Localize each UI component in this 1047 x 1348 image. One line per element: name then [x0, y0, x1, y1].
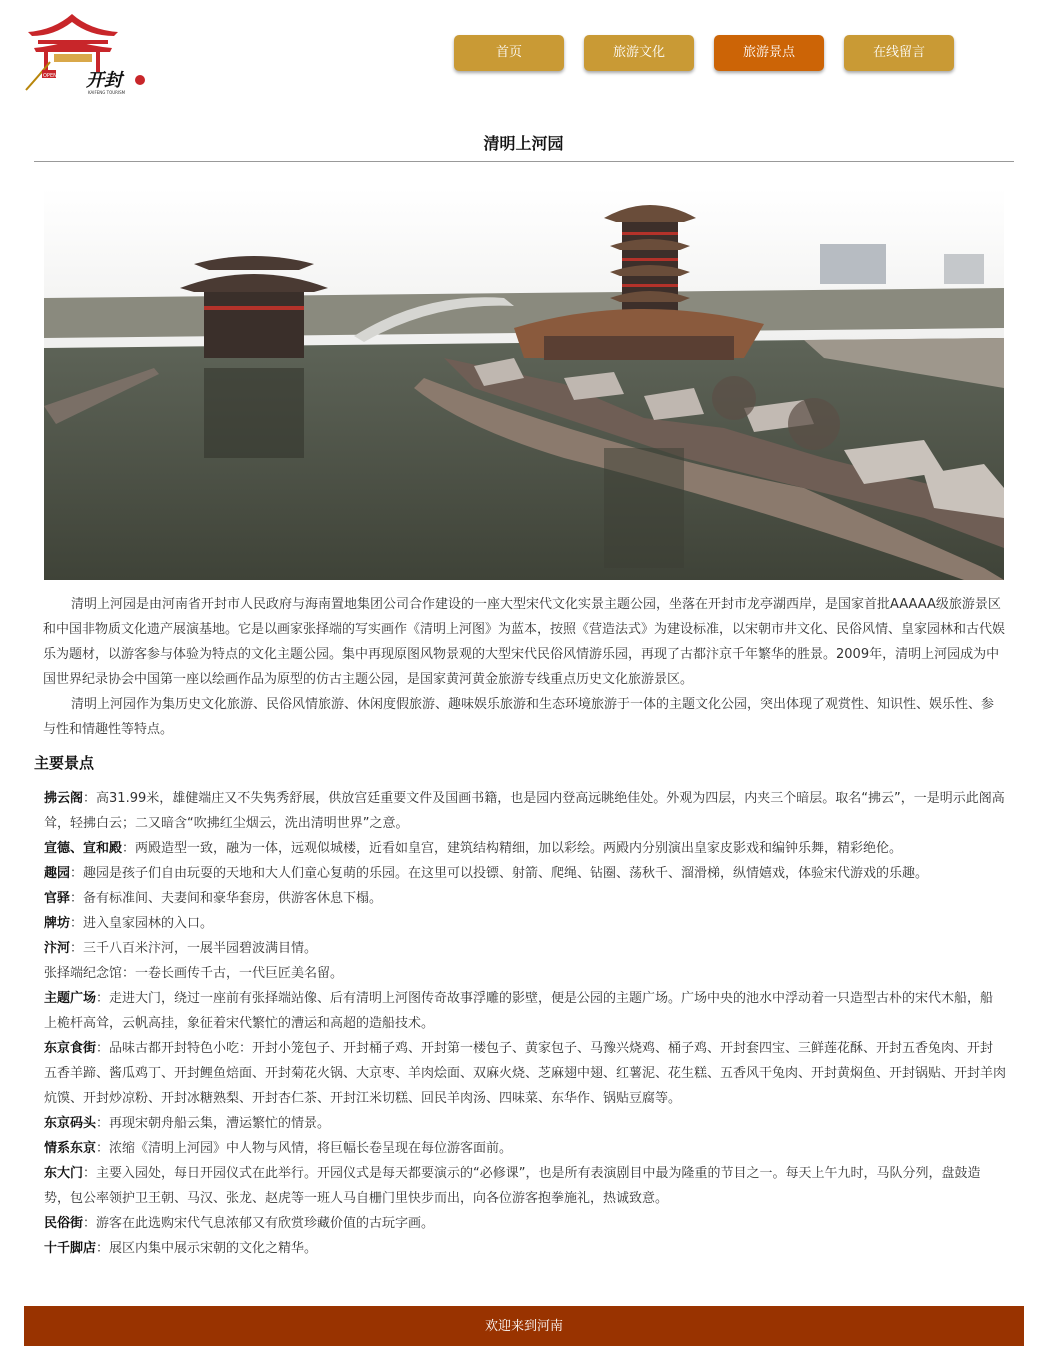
spot-item — [44, 936, 1006, 961]
spot-name: 官驿 — [44, 891, 71, 906]
pagoda-logo-icon — [24, 10, 149, 96]
site-footer: 欢迎来到河南 — [24, 1306, 1024, 1346]
page-title: 清明上河园 — [483, 134, 564, 153]
spot-sep: ： — [96, 1041, 110, 1056]
spot-item — [44, 1211, 1006, 1236]
logo-subtitle: KAIFENG TOURISM — [88, 90, 126, 95]
spot-sep: ： — [83, 1166, 97, 1181]
spot-sep: ： — [96, 991, 110, 1006]
spot-name: 拂云阁 — [44, 791, 84, 806]
intro-paragraph-2: 清明上河园作为集历史文化旅游、民俗风情旅游、休闲度假旅游、趣味娱乐旅游和生态环境旅游于一体的主题文化公园，突出体现了观赏性、知识性、娱乐性、参与性和情趣性等特点。 — [43, 697, 995, 737]
site-logo[interactable] — [24, 10, 149, 96]
spot-sep: ： — [96, 1241, 110, 1256]
nav-travel-culture[interactable]: 旅游文化 — [584, 35, 694, 71]
nav-scenic-spots[interactable]: 旅游景点 — [714, 35, 824, 71]
spot-desc: 主要入园处，每日开园仪式在此举行。开园仪式是每天都要演示的“必修课”，也是所有表演剧目中最为隆重的节目之一。每天上午九时，马队分列，盘鼓造势，包公率领护卫王朝、马汉、张龙、赵虎等一班人马自栅门里快步而出，向各位游客抱拳施礼，热诚致意。 — [44, 1166, 981, 1206]
spot-desc: 浓缩《清明上河园》中人物与风情，将巨幅长卷呈现在每位游客面前。 — [109, 1141, 513, 1156]
spot-sep: ： — [122, 841, 136, 856]
spot-sep: ： — [83, 791, 97, 806]
site-header — [0, 0, 1047, 110]
spot-name: 趣园 — [44, 866, 71, 881]
spot-name: 民俗街 — [44, 1216, 84, 1231]
spot-name: 宣德、宣和殿 — [44, 841, 123, 856]
intro-paragraph-1: 清明上河园是由河南省开封市人民政府与海南置地集团公司合作建设的一座大型宋代文化实景主题公园，坐落在开封市龙亭湖西岸，是国家首批AAAAA级旅游景区和中国非物质文化遗产展演基地。它是以画家张择端的写实画作《清明上河图》为蓝本，按照《营造法式》为建设标准，以宋朝市井文化、民俗风情、皇家园林和古代娱乐为题材，以游客参与体验为特点的文化主题公园。集中再现原图风物景观的大型宋代民俗风情游乐园，再现了古都汴京千年繁华的胜景。2009年，清明上河园成为中国世界纪录协会中国第一座以绘画作品为原型的仿古主题公园，是国家黄河黄金旅游专线重点历史文化旅游景区。 — [43, 597, 1006, 687]
spot-item — [44, 1161, 1006, 1211]
park-photo — [44, 188, 1004, 580]
spot-item — [44, 911, 1006, 936]
spot-sep: ： — [70, 891, 84, 906]
spot-desc: 趣园是孩子们自由玩耍的天地和大人们童心复萌的乐园。在这里可以投镖、射箭、爬绳、钻圈、荡秋千、溜滑梯，纵情嬉戏，体验宋代游戏的乐趣。 — [83, 866, 929, 881]
spot-item — [44, 886, 1006, 911]
spot-desc: 展区内集中展示宋朝的文化之精华。 — [109, 1241, 318, 1256]
nav-home[interactable]: 首页 — [454, 35, 564, 71]
spot-item — [44, 1036, 1006, 1111]
spot-desc: 备有标准间、夫妻间和豪华套房，供游客休息下榻。 — [83, 891, 383, 906]
spot-name: 情系东京 — [44, 1141, 97, 1156]
spot-sep: ： — [96, 1141, 110, 1156]
spot-item — [44, 861, 1006, 886]
spot-name: 东京码头 — [44, 1116, 97, 1131]
spot-desc: 三千八百米汴河，一展半园碧波满目情。 — [83, 941, 318, 956]
intro-text — [43, 592, 1005, 742]
spot-name: 东京食街 — [44, 1041, 97, 1056]
spot-desc: 走进大门，绕过一座前有张择端站像、后有清明上河图传奇故事浮雕的影壁，便是公园的主题广场。广场中央的池水中浮动着一只造型古朴的宋代木船，船上桅杆高耸，云帆高挂，象征着宋代繁忙的漕运和高超的造船技术。 — [44, 991, 994, 1031]
spot-item — [44, 1236, 1006, 1261]
spots-list — [44, 786, 1006, 1261]
spot-item — [44, 836, 1006, 861]
spot-desc: 高31.99米，雄健端庄又不失隽秀舒展，供放宫廷重要文件及国画书籍，也是园内登高远眺绝佳处。外观为四层，内夹三个暗层。取名“拂云”，一是明示此阁高耸，轻拂白云；二又暗含“吹拂红尘烟云，洗出清明世界”之意。 — [44, 791, 1005, 831]
spot-name: 十千脚店 — [44, 1241, 97, 1256]
spot-item — [44, 961, 1006, 986]
spot-desc: 张择端纪念馆：一卷长画传千古，一代巨匠美名留。 — [44, 966, 344, 981]
spot-sep: ： — [70, 866, 84, 881]
spot-item — [44, 1111, 1006, 1136]
spot-name: 汴河 — [44, 941, 71, 956]
spot-name: 主题广场 — [44, 991, 97, 1006]
spot-desc: 再现宋朝舟船云集，漕运繁忙的情景。 — [109, 1116, 331, 1131]
logo-text: 开封 — [86, 70, 122, 91]
logo-tag: OPEN — [43, 73, 57, 79]
spot-sep: ： — [83, 1216, 97, 1231]
spot-desc: 两殿造型一致，融为一体，远观似城楼，近看如皇宫，建筑结构精细，加以彩绘。两殿内分别演出皇家皮影戏和编钟乐舞，精彩绝伦。 — [135, 841, 903, 856]
spot-desc: 进入皇家园林的入口。 — [83, 916, 214, 931]
spot-sep: ： — [70, 941, 84, 956]
spot-name: 东大门 — [44, 1166, 84, 1181]
spot-sep: ： — [70, 916, 84, 931]
spot-item — [44, 1136, 1006, 1161]
spot-item — [44, 786, 1006, 836]
spot-item — [44, 986, 1006, 1036]
spot-desc: 品味古都开封特色小吃：开封小笼包子、开封桶子鸡、开封第一楼包子、黄家包子、马豫兴烧鸡、桶子鸡、开封套四宝、三鲜莲花酥、开封五香兔肉、开封五香羊蹄、酱瓜鸡丁、开封鲤鱼焙面、开封菊花火锅、大京枣、羊肉烩面、双麻火烧、芝麻翅中翅、红薯泥、花生糕、五香风干兔肉、开封黄焖鱼、开封锅贴、开封羊肉炕馍、开封炒凉粉、开封冰糖熟梨、开封杏仁茶、开封江米切糕、回民羊肉汤、四味菜、东华作、锅贴豆腐等。 — [44, 1041, 1007, 1106]
scenic-photo-image — [44, 188, 1004, 580]
section-title-main-spots: 主要景点 — [34, 754, 95, 772]
spot-desc: 游客在此选购宋代气息浓郁又有欣赏珍藏价值的古玩字画。 — [96, 1216, 435, 1231]
spot-name: 牌坊 — [44, 916, 71, 931]
title-divider — [34, 161, 1014, 162]
spot-sep: ： — [96, 1116, 110, 1131]
nav-message-board[interactable]: 在线留言 — [844, 35, 954, 71]
